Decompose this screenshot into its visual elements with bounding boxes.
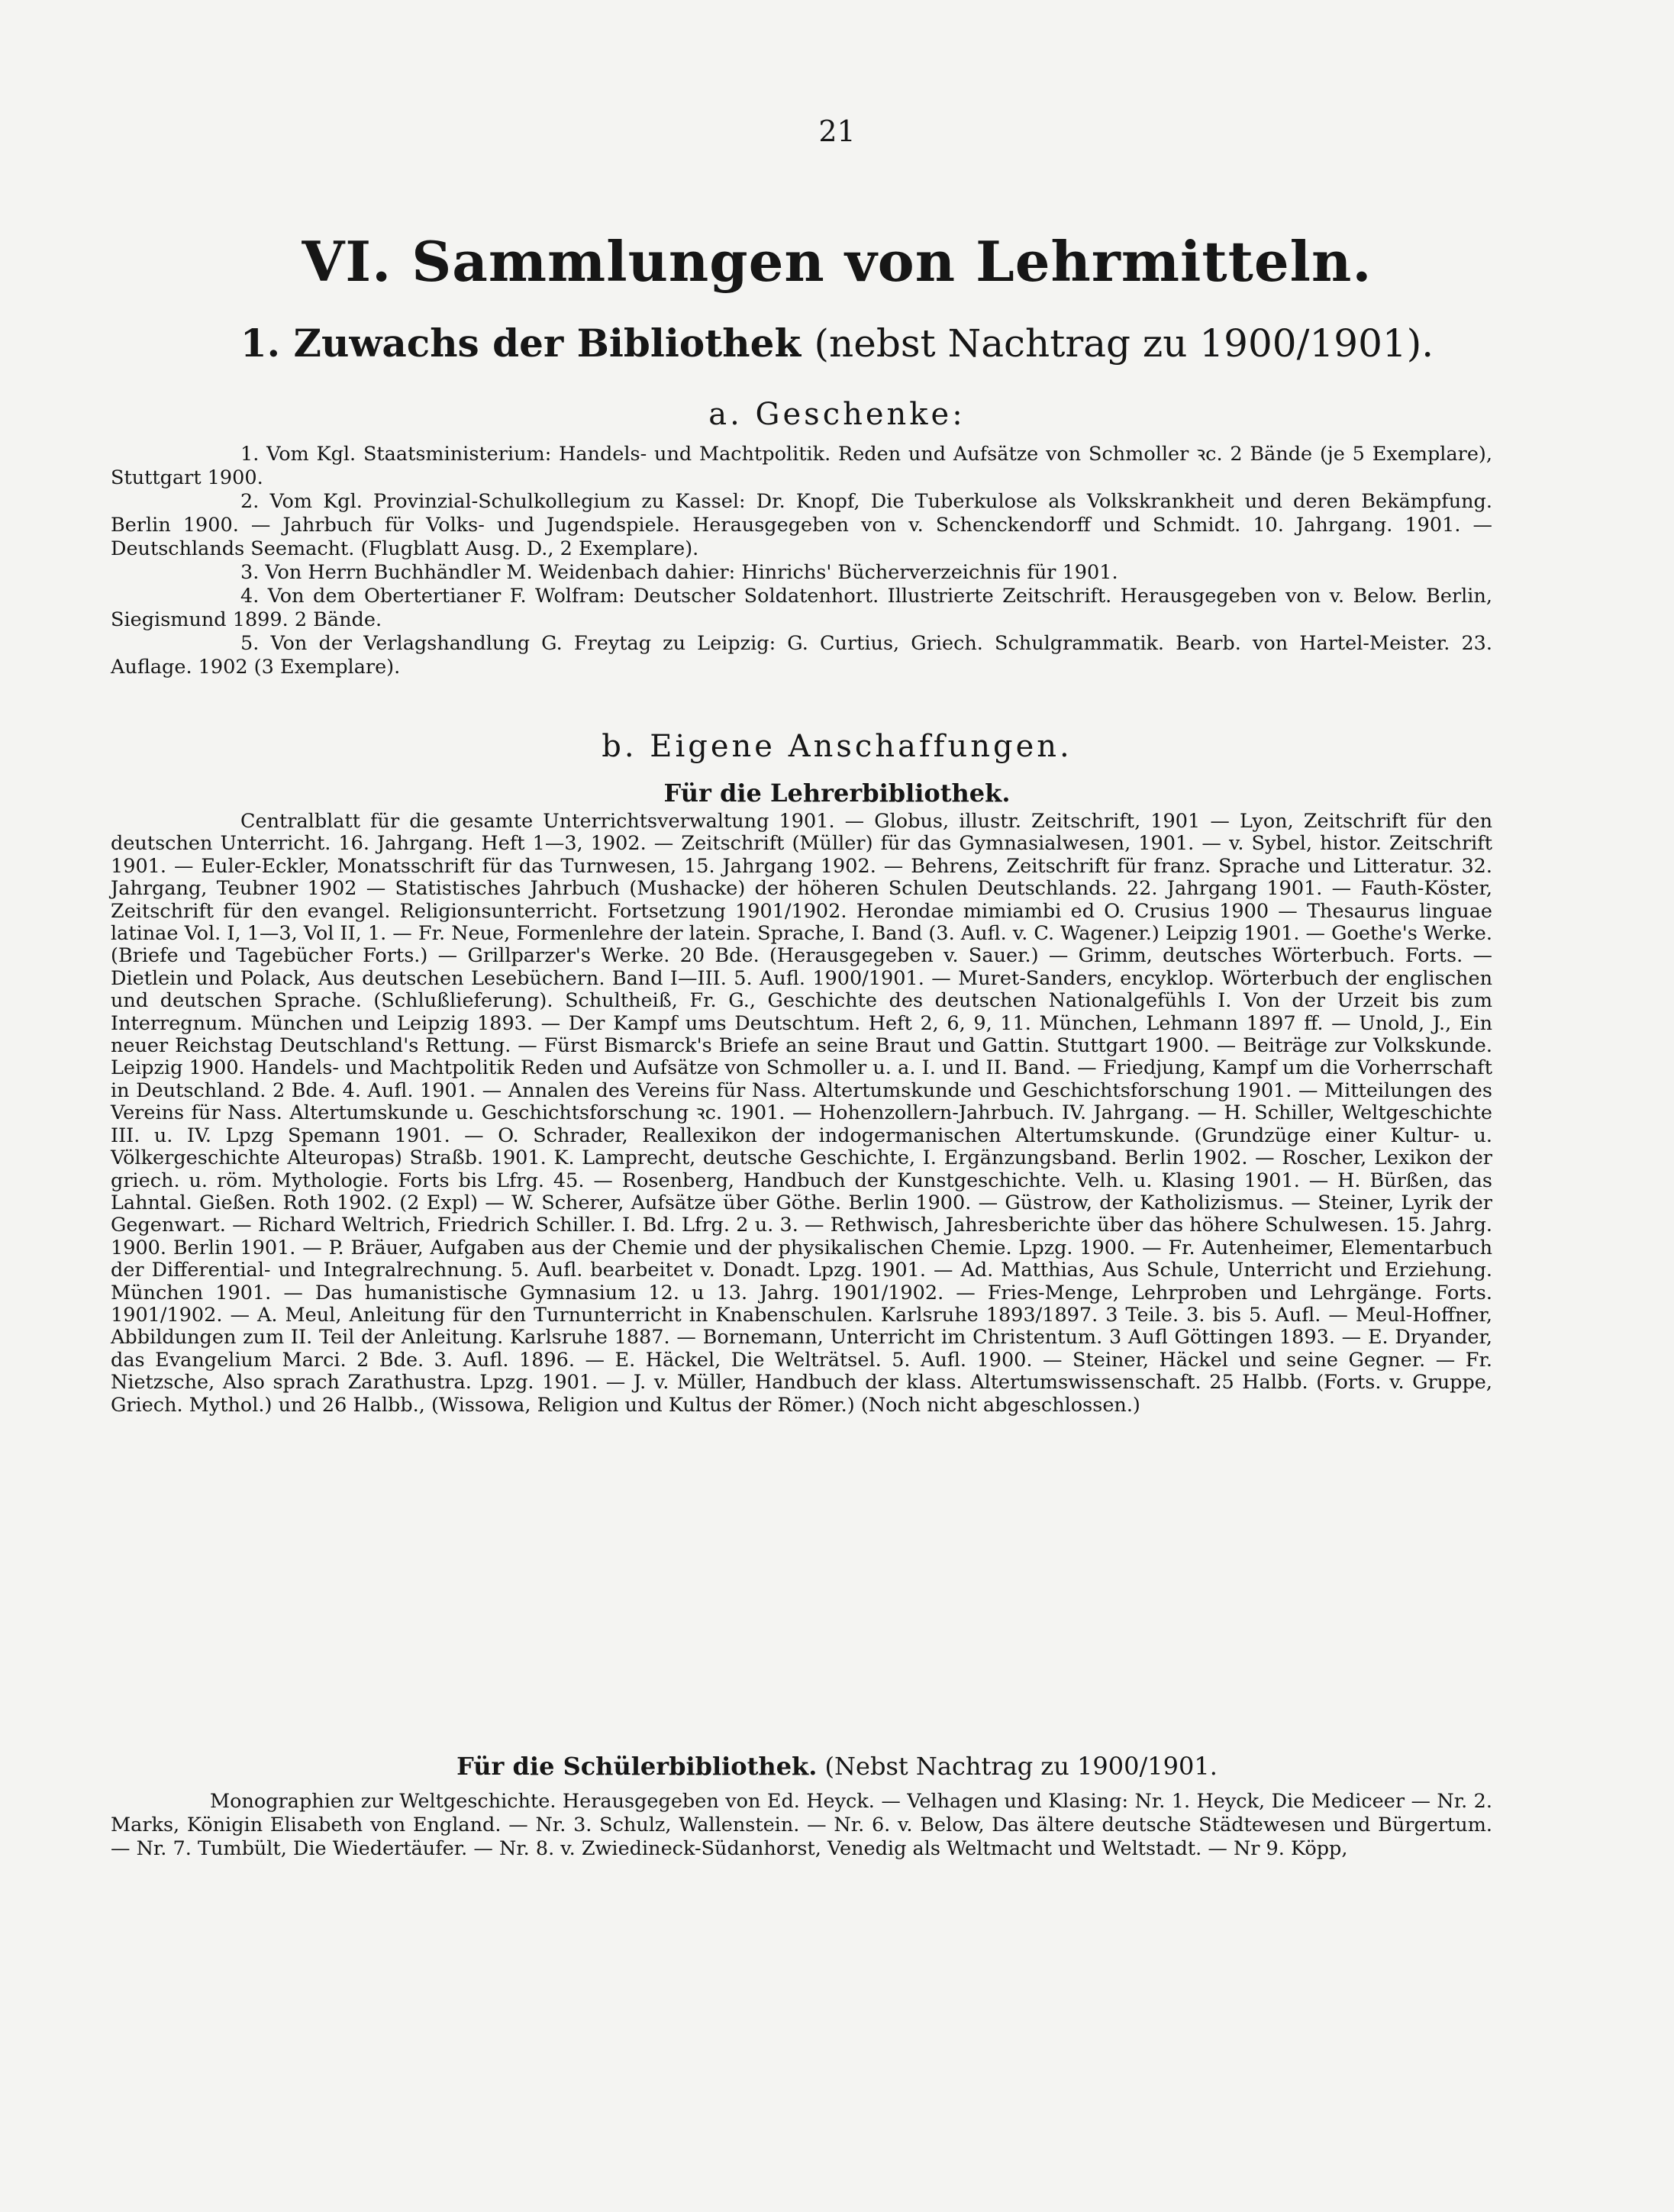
gift-entry: 4. Von dem Obertertianer F. Wolfram: Deutscher Soldatenhort. Illustrierte Zeitschrift. Herausgegeben von v. Below. Berlin, Siegismund 1899. 2 Bände. [111, 585, 1492, 631]
page-title: VI. Sammlungen von Lehrmitteln. [302, 229, 1372, 294]
gift-entry: 5. Von der Verlagshandlung G. Freytag zu Leipzig: G. Curtius, Griech. Schulgrammatik. Bearb. von Hartel-Meister. 23. Auflage. 1902 (3 Exemplare). [111, 632, 1492, 679]
gift-entry: 1. Vom Kgl. Staatsministerium: Handels- und Machtpolitik. Reden und Aufsätze von Schmoller ꝛc. 2 Bände (je 5 Exemplare), Stuttgart 1900. [111, 443, 1492, 489]
subsection-heading-geschenke: a. Geschenke: [708, 397, 966, 432]
section-heading-zuwachs [0, 321, 1674, 366]
gift-entry: 3. Von Herrn Buchhändler M. Weidenbach dahier: Hinrichs' Bücherverzeichnis für 1901. [240, 561, 1118, 584]
lehrerbibliothek-paragraph: Centralblatt für die gesamte Unterrichtsverwaltung 1901. — Globus, illustr. Zeitschrift, 1901 — Lyon, Zeitschrift für den deutschen Unterricht. 16. Jahrgang. Heft 1—3, 1902. — Zeitschrift (Müller) für das Gymnasialwesen, 1901. — v. Sybel, histor. Zeitschrift 1901. — Euler-Eckler, Monatsschrift für das Turnwesen, 15. Jahrgang 1902. — Behrens, Zeitschrift für franz. Sprache und Litteratur. 32. Jahrgang, Teubner 1902 — Statistisches Jahrbuch (Mushacke) der höheren Schulen Deutschlands. 22. Jahrgang 1901. — Fauth-Köster, Zeitschrift für den evangel. Religionsunterricht. Fortsetzung 1901/1902. Herondae mimiambi ed O. Crusius 1900 — Thesaurus linguae latinae Vol. I, 1—3, Vol II, 1. — Fr. Neue, Formenlehre der latein. Sprache, I. Band (3. Aufl. v. C. Wagener.) Leipzig 1901. — Goethe's Werke. (Briefe und Tagebücher Forts.) — Grillparzer's Werke. 20 Bde. (Herausgegeben v. Sauer.) — Grimm, deutsches Wörterbuch. Forts. — Dietlein und Polack, Aus deutschen Lesebüchern. Band I—III. 5. Aufl. 1900/1901. — Muret-Sanders, encyklop. Wörterbuch der englischen und deutschen Sprache. (Schlußlieferung). Schultheiß, Fr. G., Geschichte des deutschen Nationalgefühls I. Von der Urzeit bis zum Interregnum. München und Leipzig 1893. — Der Kampf ums Deutschtum. Heft 2, 6, 9, 11. München, Lehmann 1897 ff. — Unold, J., Ein neuer Reichstag Deutschland's Rettung. — Fürst Bismarck's Briefe an seine Braut und Gattin. Stuttgart 1900. — Beiträge zur Volkskunde. Leipzig 1900. Handels- und Machtpolitik Reden und Aufsätze von Schmoller u. a. I. und II. Band. — Friedjung, Kampf um die Vorherrschaft in Deutschland. 2 Bde. 4. Aufl. 1901. — Annalen des Vereins für Nass. Altertumskunde und Geschichtsforschung 1901. — Mitteilungen des Vereins für Nass. Altertumskunde u. Geschichtsforschung ꝛc. 1901. — Hohenzollern-Jahrbuch. IV. Jahrgang. — H. Schiller, Weltgeschichte III. u. IV. Lpzg Spemann 1901. — O. Schrader, Reallexikon der indogermanischen Altertumskunde. (Grundzüge einer Kultur- u. Völkergeschichte Alteuropas) Straßb. 1901. K. Lamprecht, deutsche Geschichte, I. Ergänzungsband. Berlin 1902. — Roscher, Lexikon der griech. u. röm. Mythologie. Forts bis Lfrg. 45. — Rosenberg, Handbuch der Kunstgeschichte. Velh. u. Klasing 1901. — H. Bürßen, das Lahntal. Gießen. Roth 1902. (2 Expl) — W. Scherer, Aufsätze über Göthe. Berlin 1900. — Güstrow, der Katholizismus. — Steiner, Lyrik der Gegenwart. — Richard Weltrich, Friedrich Schiller. I. Bd. Lfrg. 2 u. 3. — Rethwisch, Jahresberichte über das höhere Schulwesen. 15. Jahrg. 1900. Berlin 1901. — P. Bräuer, Aufgaben aus der Chemie und der physikalischen Chemie. Lpzg. 1900. — Fr. Autenheimer, Elementarbuch der Differential- und Integralrechnung. 5. Aufl. bearbeitet v. Donadt. Lpzg. 1901. — Ad. Matthias, Aus Schule, Unterricht und Erziehung. München 1901. — Das humanistische Gymnasium 12. u 13. Jahrg. 1901/1902. — Fries-Menge, Lehrproben und Lehrgänge. Forts. 1901/1902. — A. Meul, Anleitung für den Turnunterricht in Knabenschulen. Karlsruhe 1893/1897. 3 Teile. 3. bis 5. Aufl. — Meul-Hoffner, Abbildungen zum II. Teil der Anleitung. Karlsruhe 1887. — Bornemann, Unterricht im Christentum. 3 Aufl Göttingen 1893. — E. Dryander, das Evangelium Marci. 2 Bde. 3. Aufl. 1896. — E. Häckel, Die Welträtsel. 5. Aufl. 1900. — Steiner, Häckel und seine Gegner. — Fr. Nietzsche, Also sprach Zarathustra. Lpzg. 1901. — J. v. Müller, Handbuch der klass. Altertumswissenschaft. 25 Halbb. (Forts. v. Gruppe, Griech. Mythol.) und 26 Halbb., (Wissowa, Religion und Kultus der Römer.) (Noch nicht abgeschlossen.) [111, 810, 1492, 1417]
heading-schuelerbibliothek-note: (Nebst Nachtrag zu 1900/1901. [824, 1752, 1218, 1781]
gift-entry: 2. Vom Kgl. Provinzial-Schulkollegium zu Kassel: Dr. Knopf, Die Tuberkulose als Volkskrankheit und deren Bekämpfung. Berlin 1900. — Jahrbuch für Volks- und Jugendspiele. Herausgegeben von v. Schenckendorff und Schmidt. 10. Jahrgang. 1901. — Deutschlands Seemacht. (Flugblatt Ausg. D., 2 Exemplare). [111, 490, 1492, 560]
heading-schuelerbibliothek-main: Für die Schülerbibliothek. [456, 1752, 818, 1781]
section-heading-note: (nebst Nachtrag zu 1900/1901). [814, 321, 1434, 366]
page-number: 21 [818, 114, 856, 148]
schuelerbibliothek-paragraph: Monographien zur Weltgeschichte. Herausgegeben von Ed. Heyck. — Velhagen und Klasing: Nr. 1. Heyck, Die Mediceer — Nr. 2. Marks, Königin Elisabeth von England. — Nr. 3. Schulz, Wallenstein. — Nr. 6. v. Below, Das ältere deutsche Städtewesen und Bürgertum. — Nr. 7. Tumbült, Die Wiedertäufer. — Nr. 8. v. Zwiedineck-Südanhorst, Venedig als Weltmacht und Weltstadt. — Nr 9. Köpp, [111, 1790, 1492, 1860]
subsection-heading-anschaffungen: b. Eigene Anschaffungen. [602, 729, 1072, 764]
heading-lehrerbibliothek: Für die Lehrerbibliothek. [663, 779, 1011, 808]
heading-schuelerbibliothek [0, 1752, 1674, 1781]
gifts-list [111, 443, 1492, 679]
section-heading-main: 1. Zuwachs der Bibliothek [240, 321, 802, 366]
